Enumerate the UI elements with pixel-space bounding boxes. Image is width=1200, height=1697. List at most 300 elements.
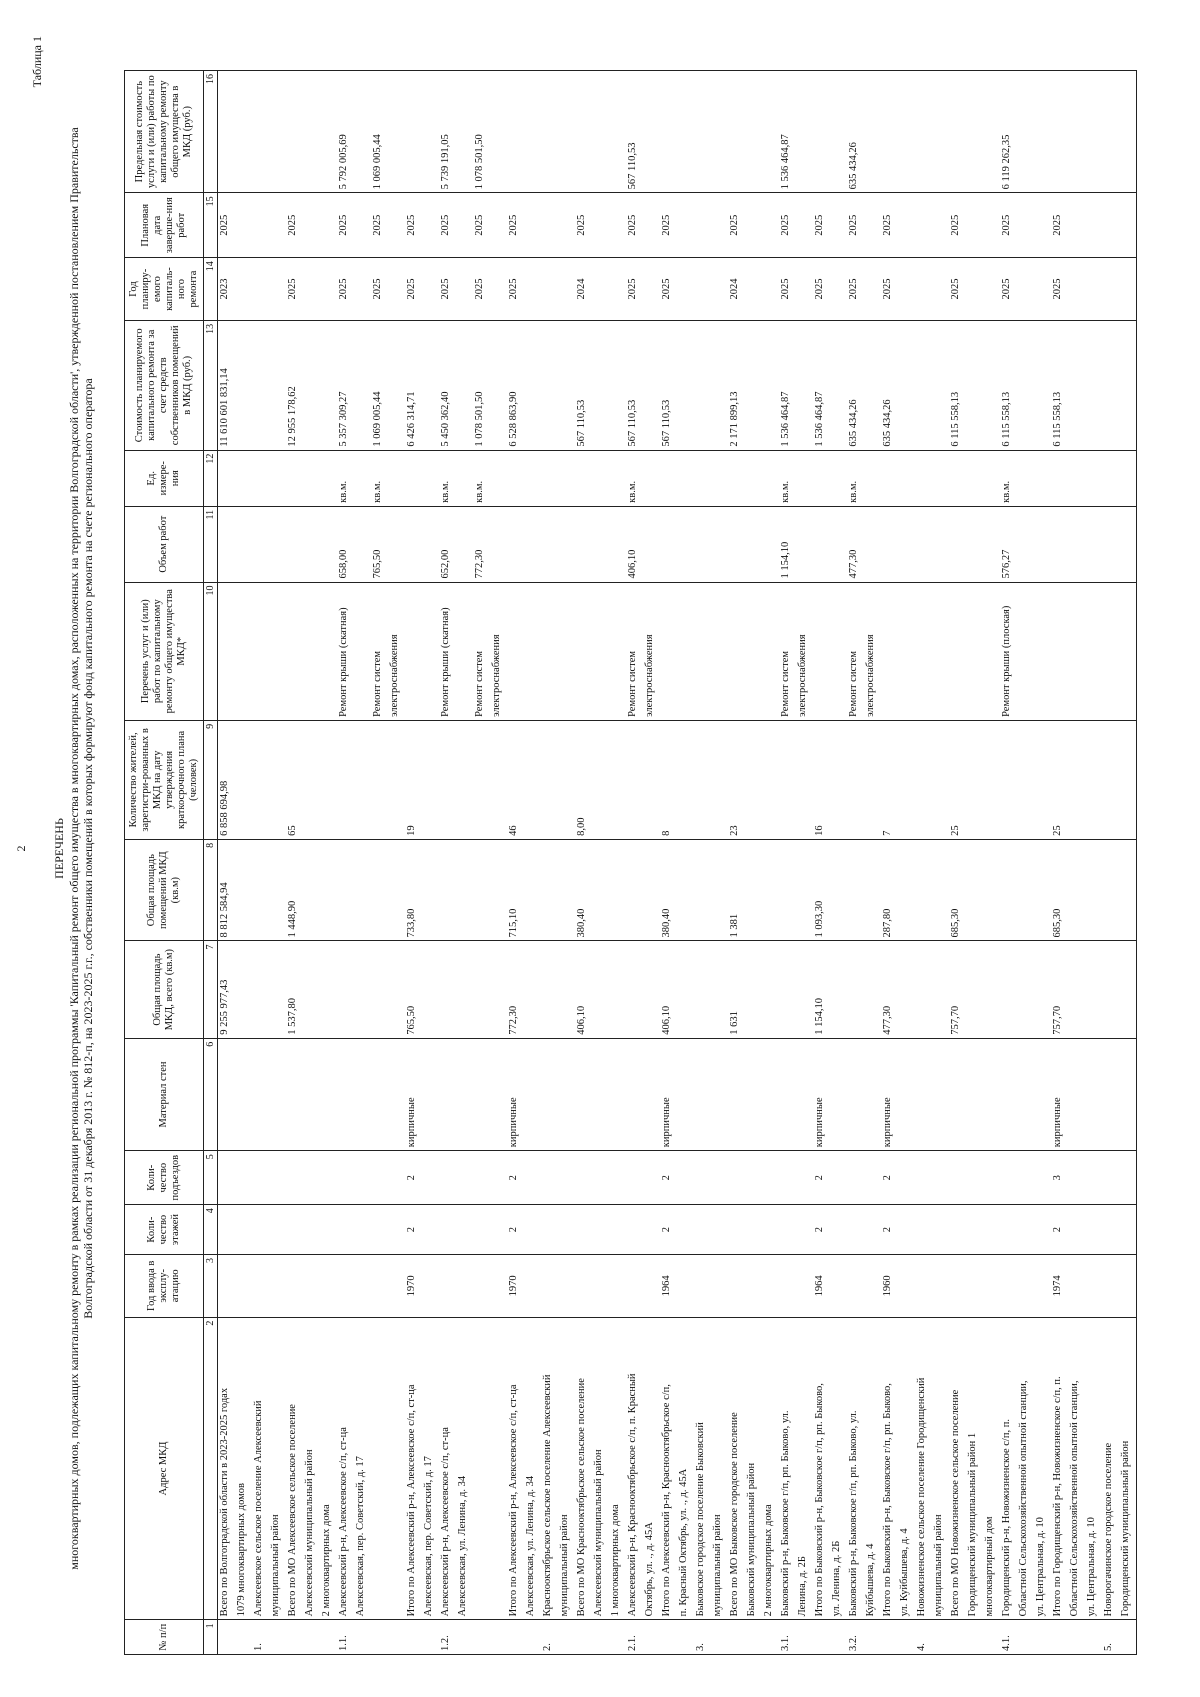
table-cell: [949, 450, 966, 506]
table-cell: [218, 450, 236, 506]
table-cell: [422, 1254, 439, 1317]
table-cell: 2025: [813, 258, 830, 321]
table-cell: [864, 71, 881, 193]
table-cell: [405, 506, 422, 582]
table-cell: 2025: [575, 193, 592, 258]
table-cell: [898, 320, 915, 450]
table-cell: [694, 720, 711, 839]
table-cell: [609, 506, 626, 582]
table-cell: [524, 1620, 541, 1655]
table-cell: [830, 1620, 847, 1655]
table-cell: многоквартирный дом: [983, 1317, 1000, 1620]
table-row: [728, 71, 745, 1655]
table-cell: [575, 71, 592, 193]
table-row: [456, 71, 473, 1655]
table-cell: [337, 941, 354, 1038]
table-cell: [235, 193, 252, 258]
table-cell: [626, 1254, 643, 1317]
table-cell: 635 434,26: [847, 71, 864, 193]
table-cell: 765,50: [371, 506, 388, 582]
table-cell: [1102, 720, 1119, 839]
table-cell: 772,30: [507, 941, 524, 1038]
table-cell: 757,70: [949, 941, 966, 1038]
table-cell: [932, 258, 949, 321]
table-cell: 1 448,90: [286, 839, 303, 941]
table-cell: [218, 1038, 236, 1150]
table-cell: [830, 720, 847, 839]
table-cell: Алексеевская, пер. Советский, д. 17: [422, 1317, 439, 1620]
table-cell: [354, 71, 371, 193]
table-cell: [1068, 1151, 1085, 1205]
table-cell: муниципальный район: [711, 1317, 728, 1620]
table-cell: 380,40: [575, 839, 592, 941]
table-cell: [1119, 720, 1137, 839]
table-cell: [235, 1254, 252, 1317]
table-cell: Ленина, д. 2Б: [796, 1317, 813, 1620]
table-cell: Итого по Городищенский р-н, Новожизненское с/п, п.: [1051, 1317, 1068, 1620]
table-row: [796, 71, 813, 1655]
table-cell: [949, 1254, 966, 1317]
table-cell: [966, 320, 983, 450]
table-cell: [966, 71, 983, 193]
table-cell: 1960: [881, 1254, 898, 1317]
table-row: [286, 71, 303, 1655]
table-cell: [354, 941, 371, 1038]
table-cell: 2.1.: [626, 1620, 643, 1655]
table-cell: [422, 320, 439, 450]
table-cell: [456, 839, 473, 941]
table-cell: [422, 506, 439, 582]
table-cell: 2: [660, 1151, 677, 1205]
table-cell: [524, 320, 541, 450]
table-cell: [983, 1620, 1000, 1655]
table-cell: [677, 839, 694, 941]
table-cell: Всего по МО Новожизненское сельское поселение: [949, 1317, 966, 1620]
table-cell: [796, 1620, 813, 1655]
table-cell: [745, 1038, 762, 1150]
table-cell: [1068, 582, 1085, 720]
table-cell: [643, 193, 660, 258]
table-cell: 1 631: [728, 941, 745, 1038]
column-header: Коли-чество подъездов: [125, 1151, 204, 1205]
table-cell: 567 110,53: [575, 320, 592, 450]
table-cell: [558, 450, 575, 506]
table-cell: [1068, 1254, 1085, 1317]
table-cell: [609, 320, 626, 450]
table-cell: [592, 1254, 609, 1317]
table-cell: ул. Центральная, д. 10: [1034, 1317, 1051, 1620]
table-cell: [1068, 1620, 1085, 1655]
table-cell: [949, 1620, 966, 1655]
table-cell: [949, 1038, 966, 1150]
table-cell: [1119, 839, 1137, 941]
table-cell: [711, 1620, 728, 1655]
table-cell: [643, 258, 660, 321]
table-cell: [830, 1205, 847, 1255]
title-line-1: многоквартирных домов, подлежащих капитальному ремонту в рамках реализации региональной программы 'Капитальный ремонт общего имущества в многоквартирных домах, расположенных на территории Волгоградской области', утвержденной постановлением Правительства: [67, 127, 81, 1570]
table-cell: [1017, 71, 1034, 193]
table-cell: [711, 320, 728, 450]
table-cell: [762, 839, 779, 941]
table-cell: [575, 582, 592, 720]
table-cell: 567 110,53: [660, 320, 677, 450]
table-cell: [1017, 582, 1034, 720]
table-cell: Городищенский р-н, Новожизненское с/п, п.: [1000, 1317, 1017, 1620]
table-cell: [541, 941, 558, 1038]
column-header: Год планиру-емого капиталь-ного ремонта: [125, 258, 204, 321]
table-cell: 2025: [439, 193, 456, 258]
table-cell: [371, 1620, 388, 1655]
table-cell: [932, 506, 949, 582]
table-cell: [1017, 941, 1034, 1038]
table-cell: [558, 941, 575, 1038]
table-cell: [1034, 582, 1051, 720]
table-cell: [728, 1620, 745, 1655]
table-cell: [762, 941, 779, 1038]
table-cell: 3.: [694, 1620, 711, 1655]
table-cell: 65: [286, 720, 303, 839]
table-cell: [847, 1254, 864, 1317]
table-cell: 658,00: [337, 506, 354, 582]
table-cell: [558, 582, 575, 720]
table-cell: [592, 839, 609, 941]
table-cell: [1034, 506, 1051, 582]
table-cell: Алексеевский р-н, Алексеевское с/п, ст-ца: [337, 1317, 354, 1620]
table-cell: [371, 1205, 388, 1255]
table-cell: [286, 1151, 303, 1205]
table-cell: [405, 71, 422, 193]
table-cell: [949, 71, 966, 193]
table-row: [915, 71, 932, 1655]
table-cell: Новожизненское сельское поселение Городищенский: [915, 1317, 932, 1620]
title-line-2: Волгоградской области от 31 декабря 2013 г. № 812-п, на 2023-2025 г.г., собственники помещений в которых формируют фонд капитального ремонта на счете регионального оператора: [81, 378, 95, 1319]
table-cell: [235, 941, 252, 1038]
table-cell: [643, 1205, 660, 1255]
table-cell: Алексеевский муниципальный район: [592, 1317, 609, 1620]
column-header: Перечень услуг и (или) работ по капитальному ремонту общего имущества МКД*: [125, 582, 204, 720]
table-cell: [252, 320, 269, 450]
table-cell: кирпичные: [813, 1038, 830, 1150]
table-cell: 757,70: [1051, 941, 1068, 1038]
table-cell: Краснооктябрьское сельское поселение Алексеевский: [541, 1317, 558, 1620]
table-cell: [422, 71, 439, 193]
table-cell: [235, 450, 252, 506]
table-cell: [575, 1151, 592, 1205]
table-cell: кирпичные: [881, 1038, 898, 1150]
table-cell: [354, 720, 371, 839]
table-cell: [558, 193, 575, 258]
table-cell: [303, 506, 320, 582]
table-cell: [354, 1038, 371, 1150]
table-cell: [1000, 1205, 1017, 1255]
table-cell: [1017, 1151, 1034, 1205]
table-cell: 6 119 262,35: [1000, 71, 1017, 193]
table-row: [966, 71, 983, 1655]
table-cell: [915, 941, 932, 1038]
table-cell: [745, 720, 762, 839]
table-cell: [813, 506, 830, 582]
table-cell: 576,27: [1000, 506, 1017, 582]
table-cell: [303, 320, 320, 450]
table-label: Таблица 1: [30, 36, 44, 88]
table-cell: [354, 1620, 371, 1655]
table-cell: [422, 193, 439, 258]
table-cell: [286, 506, 303, 582]
table-cell: [796, 720, 813, 839]
page-number: 2: [14, 845, 28, 852]
column-number: 16: [204, 71, 218, 193]
table-cell: [643, 320, 660, 450]
table-cell: [388, 258, 405, 321]
table-cell: [983, 1151, 1000, 1205]
table-cell: [252, 258, 269, 321]
table-cell: [1085, 1038, 1102, 1150]
table-cell: [864, 839, 881, 941]
table-cell: [966, 258, 983, 321]
table-cell: [524, 193, 541, 258]
table-cell: 2025: [660, 193, 677, 258]
table-cell: [507, 582, 524, 720]
table-cell: [796, 258, 813, 321]
table-cell: [983, 71, 1000, 193]
table-cell: [915, 71, 932, 193]
table-cell: [269, 1254, 286, 1317]
table-cell: [745, 1254, 762, 1317]
table-cell: [949, 1205, 966, 1255]
table-cell: кв.м.: [847, 450, 864, 506]
table-cell: [388, 506, 405, 582]
table-cell: [490, 320, 507, 450]
table-cell: 2: [881, 1205, 898, 1255]
table-cell: 2025: [1000, 193, 1017, 258]
table-cell: Новорогачинское городское поселение: [1102, 1317, 1119, 1620]
table-cell: [1034, 1620, 1051, 1655]
table-cell: [864, 506, 881, 582]
table-cell: [1068, 839, 1085, 941]
table-row: [558, 71, 575, 1655]
table-cell: [252, 1038, 269, 1150]
table-cell: [541, 193, 558, 258]
table-cell: [1034, 320, 1051, 450]
table-cell: [609, 1151, 626, 1205]
table-cell: [847, 720, 864, 839]
table-cell: 19: [405, 720, 422, 839]
table-cell: [915, 506, 932, 582]
table-cell: [1034, 193, 1051, 258]
table-cell: [575, 1254, 592, 1317]
table-cell: [830, 506, 847, 582]
table-row: [592, 71, 609, 1655]
table-cell: [983, 720, 1000, 839]
table-cell: [541, 1205, 558, 1255]
table-cell: 2: [813, 1151, 830, 1205]
table-cell: [1102, 506, 1119, 582]
table-cell: Быковский р-н, Быковское г/п, рп. Быково, ул.: [847, 1317, 864, 1620]
table-cell: кв.м.: [371, 450, 388, 506]
table-cell: [473, 1151, 490, 1205]
table-cell: [796, 1151, 813, 1205]
table-row: [405, 71, 422, 1655]
table-cell: [1017, 193, 1034, 258]
table-cell: [286, 1254, 303, 1317]
table-row: [1000, 71, 1017, 1655]
table-cell: [337, 1205, 354, 1255]
table-cell: [1017, 1205, 1034, 1255]
table-cell: [490, 193, 507, 258]
table-cell: [966, 1038, 983, 1150]
table-cell: [1102, 1038, 1119, 1150]
table-row: [609, 71, 626, 1655]
table-row: [439, 71, 456, 1655]
table-cell: [966, 1205, 983, 1255]
table-cell: [830, 582, 847, 720]
table-row: [507, 71, 524, 1655]
table-cell: [830, 193, 847, 258]
table-cell: 2025: [218, 193, 236, 258]
table-cell: [303, 1620, 320, 1655]
table-cell: [524, 1254, 541, 1317]
table-cell: электроснабжения: [388, 582, 405, 720]
table-cell: [830, 1038, 847, 1150]
table-cell: [558, 1205, 575, 1255]
table-cell: [966, 941, 983, 1038]
table-cell: [728, 1205, 745, 1255]
table-cell: [320, 450, 337, 506]
table-cell: 1.2.: [439, 1620, 456, 1655]
table-row: [269, 71, 286, 1655]
table-cell: [558, 1038, 575, 1150]
table-cell: 6 858 694,98: [218, 720, 236, 839]
table-cell: [1051, 450, 1068, 506]
table-cell: [1102, 1205, 1119, 1255]
table-cell: [711, 582, 728, 720]
table-cell: [473, 1620, 490, 1655]
table-cell: [541, 582, 558, 720]
table-row: [643, 71, 660, 1655]
table-cell: [830, 1151, 847, 1205]
table-cell: [1017, 720, 1034, 839]
table-cell: [303, 1038, 320, 1150]
table-cell: [915, 720, 932, 839]
table-cell: 1974: [1051, 1254, 1068, 1317]
table-cell: [541, 71, 558, 193]
table-cell: [422, 839, 439, 941]
table-cell: [218, 582, 236, 720]
column-number: 10: [204, 582, 218, 720]
column-header: Общая площадь МКД, всего (кв.м): [125, 941, 204, 1038]
table-cell: [864, 720, 881, 839]
column-header: Стоимость планируемого капитального ремонта за счет средств собственников помещений в МКД (руб.): [125, 320, 204, 450]
table-cell: [1085, 720, 1102, 839]
table-cell: [269, 839, 286, 941]
table-cell: [898, 720, 915, 839]
table-cell: [1119, 450, 1137, 506]
table-cell: [456, 941, 473, 1038]
table-cell: [524, 1038, 541, 1150]
table-cell: [1085, 71, 1102, 193]
table-cell: [1119, 582, 1137, 720]
table-cell: [745, 506, 762, 582]
table-cell: [456, 582, 473, 720]
table-row: [1085, 71, 1102, 1655]
table-cell: [677, 941, 694, 1038]
table-cell: [932, 320, 949, 450]
table-cell: [898, 193, 915, 258]
table-cell: [541, 1038, 558, 1150]
table-cell: 2025: [949, 193, 966, 258]
table-cell: [422, 720, 439, 839]
table-cell: [405, 1620, 422, 1655]
table-body: [218, 71, 1137, 1655]
table-cell: [456, 1038, 473, 1150]
table-cell: ул. Ленина, д. 2Б: [830, 1317, 847, 1620]
table-cell: [609, 1254, 626, 1317]
table-cell: [337, 720, 354, 839]
table-cell: [286, 1038, 303, 1150]
table-cell: [592, 582, 609, 720]
table-row: [711, 71, 728, 1655]
table-cell: [881, 450, 898, 506]
column-number: 7: [204, 941, 218, 1038]
table-cell: 2: [507, 1205, 524, 1255]
table-cell: [371, 1254, 388, 1317]
table-cell: [1034, 1151, 1051, 1205]
table-cell: [915, 193, 932, 258]
table-cell: [252, 1151, 269, 1205]
table-cell: [796, 941, 813, 1038]
table-cell: [677, 506, 694, 582]
column-header: Общая площадь помещений МКД (кв.м): [125, 839, 204, 941]
table-cell: 2025: [286, 193, 303, 258]
table-cell: [711, 1254, 728, 1317]
table-cell: [1102, 941, 1119, 1038]
table-cell: [592, 71, 609, 193]
table-cell: [473, 1317, 490, 1620]
table-cell: 6 115 558,13: [1000, 320, 1017, 450]
table-cell: [711, 450, 728, 506]
table-cell: [252, 1205, 269, 1255]
table-row: [235, 71, 252, 1655]
table-cell: [694, 450, 711, 506]
table-cell: [1085, 1620, 1102, 1655]
table-cell: [898, 582, 915, 720]
table-cell: [490, 839, 507, 941]
table-cell: [677, 258, 694, 321]
table-cell: [660, 582, 677, 720]
column-header: Материал стен: [125, 1038, 204, 1150]
table-cell: 9 255 977,43: [218, 941, 236, 1038]
table-cell: 1 536 464,87: [813, 320, 830, 450]
table-row: [864, 71, 881, 1655]
table-cell: [1119, 506, 1137, 582]
table-cell: [762, 71, 779, 193]
table-cell: [524, 450, 541, 506]
table-cell: [1102, 258, 1119, 321]
table-cell: [218, 71, 236, 193]
table-cell: [626, 941, 643, 1038]
table-cell: [643, 720, 660, 839]
table-cell: [949, 506, 966, 582]
table-cell: [592, 320, 609, 450]
table-cell: [235, 582, 252, 720]
table-cell: [541, 258, 558, 321]
table-cell: [269, 582, 286, 720]
table-row: [779, 71, 796, 1655]
table-cell: Алексеевский р-н, Краснооктябрьское с/п, п. Красный: [626, 1317, 643, 1620]
table-row: [371, 71, 388, 1655]
table-cell: Городищенский муниципальный район 1: [966, 1317, 983, 1620]
table-cell: [388, 941, 405, 1038]
